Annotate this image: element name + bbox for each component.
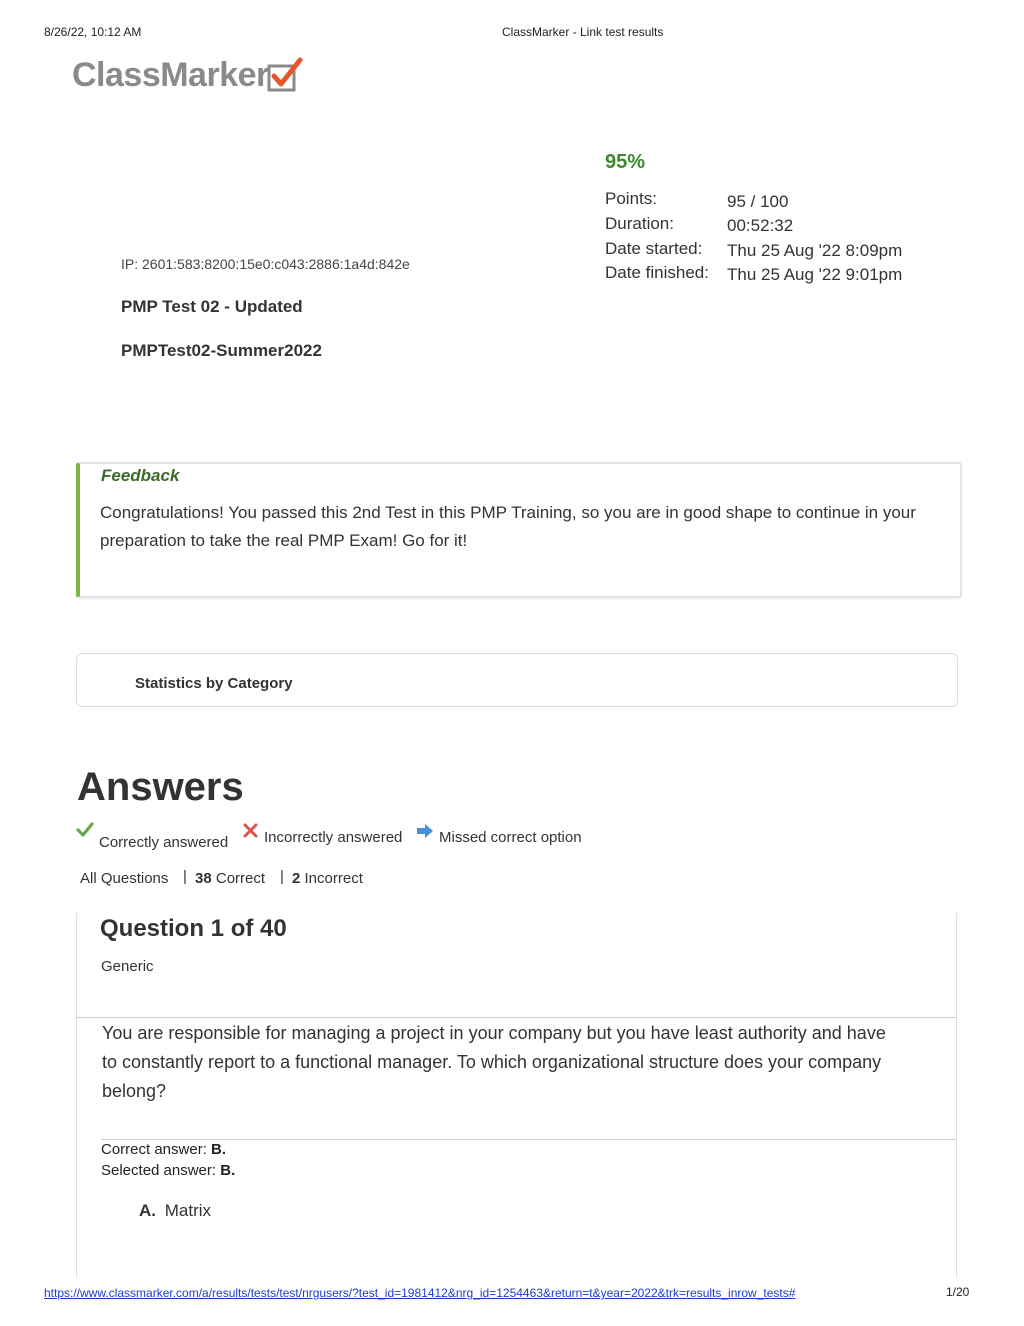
footer-url[interactable]: https://www.classmarker.com/a/results/tests/test/nrgusers/?test_id=1981412&nrg_id=1254463&return=t&year=2022&trk=results_inrow_tests# bbox=[44, 1286, 796, 1300]
checkmark-box-icon bbox=[266, 56, 304, 94]
answer-divider bbox=[101, 1139, 957, 1140]
logo-text: ClassMarker bbox=[72, 56, 269, 94]
date-finished-label: Date finished: bbox=[605, 263, 709, 282]
question-card-border-right bbox=[956, 913, 957, 1278]
print-datetime: 8/26/22, 10:12 AM bbox=[44, 25, 142, 39]
answer-option-a bbox=[139, 1201, 211, 1221]
date-started-label: Date started: bbox=[605, 239, 703, 258]
test-name: PMP Test 02 - Updated bbox=[121, 297, 303, 316]
filter-correct[interactable] bbox=[195, 870, 265, 887]
ip-address: IP: 2601:583:8200:15e0:c043:2886:1a4d:842e bbox=[121, 256, 410, 272]
legend-incorrect: Incorrectly answered bbox=[264, 829, 403, 846]
question-text: You are responsible for managing a project in your company but you have least authority and have to constantly report to a functional manager. To which organizational structure does your company belong? bbox=[102, 1023, 886, 1101]
date-finished-value: Thu 25 Aug '22 9:01pm bbox=[727, 265, 903, 284]
date-started-value: Thu 25 Aug '22 8:09pm bbox=[727, 241, 903, 260]
legend-correct: Correctly answered bbox=[99, 834, 229, 851]
correct-answer-value: B. bbox=[211, 1141, 227, 1158]
incorrect-count: 2 bbox=[292, 870, 301, 887]
selected-answer-line bbox=[101, 1162, 235, 1179]
points-value: 95 / 100 bbox=[727, 192, 789, 211]
question-card-border-left bbox=[76, 913, 77, 1017]
correct-check-icon bbox=[76, 822, 94, 838]
question-body-border-left bbox=[76, 1018, 77, 1278]
feedback-title: Feedback bbox=[101, 466, 180, 485]
answers-heading: Answers bbox=[77, 765, 244, 809]
footer-page-number: 1/20 bbox=[946, 1285, 970, 1299]
duration-label: Duration: bbox=[605, 214, 674, 233]
print-page-title: ClassMarker - Link test results bbox=[502, 25, 664, 39]
group-name: PMPTest02-Summer2022 bbox=[121, 341, 322, 360]
feedback-text: Congratulations! You passed this 2nd Test in this PMP Training, so you are in good shape to continue in your preparation to take the real PMP Exam! Go for it! bbox=[100, 503, 916, 550]
legend-missed: Missed correct option bbox=[439, 829, 582, 846]
duration-value: 00:52:32 bbox=[727, 216, 794, 235]
option-text: Matrix bbox=[164, 1201, 212, 1220]
missed-arrow-icon bbox=[416, 823, 434, 839]
correct-label: Correct bbox=[215, 870, 266, 887]
correct-answer-label: Correct answer: bbox=[101, 1141, 207, 1158]
filter-all-questions[interactable]: All Questions bbox=[80, 870, 169, 887]
question-category: Generic bbox=[101, 958, 154, 975]
correct-count: 38 bbox=[195, 870, 212, 887]
incorrect-label: Incorrect bbox=[304, 870, 363, 887]
filter-separator: | bbox=[280, 868, 284, 885]
filter-separator: | bbox=[183, 868, 187, 885]
question-divider bbox=[76, 1017, 957, 1018]
classmarker-logo[interactable] bbox=[72, 56, 269, 96]
score-percent: 95% bbox=[605, 151, 646, 173]
option-letter: A. bbox=[139, 1201, 156, 1220]
selected-answer-value: B. bbox=[220, 1162, 236, 1179]
selected-answer-label: Selected answer: bbox=[101, 1162, 217, 1179]
filter-incorrect[interactable] bbox=[292, 870, 363, 887]
statistics-toggle[interactable]: Statistics by Category bbox=[135, 675, 293, 692]
question-title: Question 1 of 40 bbox=[100, 915, 287, 942]
correct-answer-line bbox=[101, 1141, 226, 1158]
incorrect-cross-icon bbox=[243, 823, 258, 838]
feedback-panel bbox=[76, 462, 962, 598]
points-label: Points: bbox=[605, 189, 657, 208]
statistics-panel[interactable] bbox=[76, 653, 958, 707]
